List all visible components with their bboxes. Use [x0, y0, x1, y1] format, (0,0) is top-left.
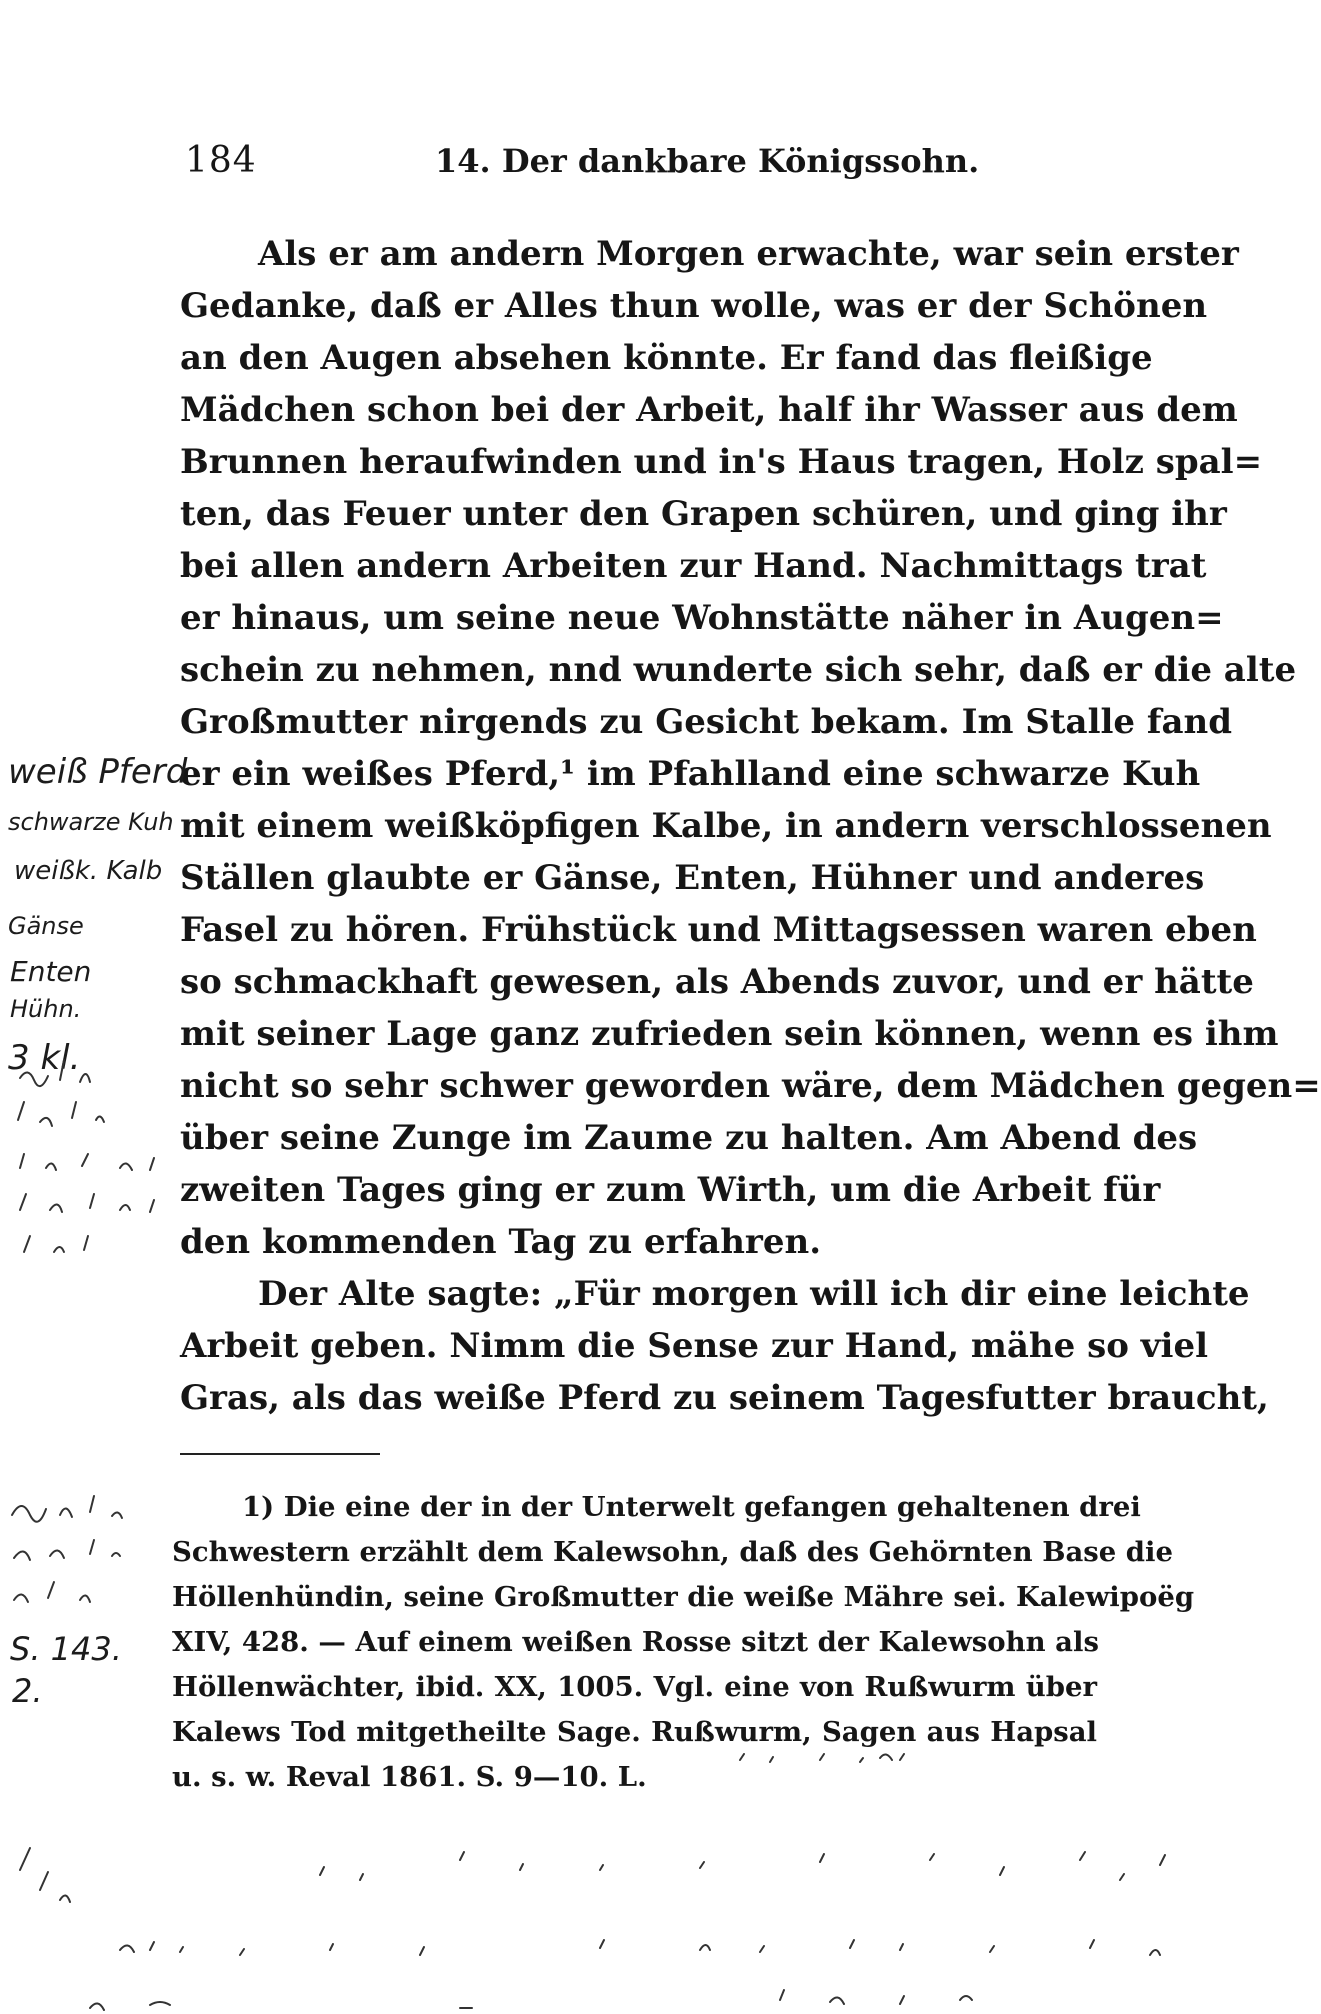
margin-note: weiß Pferd: [8, 752, 188, 792]
scribble-mark: [24, 1236, 88, 1252]
margin-note: 3 kl.: [8, 1038, 81, 1078]
text-line: Als er am andern Morgen erwachte, war sein erster: [258, 234, 1239, 274]
text-line: mit einem weißköpfigen Kalbe, in andern verschlossenen: [180, 806, 1272, 846]
scribble-mark: [14, 1582, 90, 1602]
text-line: Fasel zu hören. Frühstück und Mittagsessen waren eben: [180, 910, 1257, 950]
text-line: Mädchen schon bei der Arbeit, half ihr Wasser aus dem: [180, 390, 1238, 430]
text-line: er hinaus, um seine neue Wohnstätte näher in Augen=: [180, 598, 1224, 638]
margin-note: Enten: [10, 955, 92, 988]
margin-note: S. 143.: [10, 1630, 122, 1668]
scribble-mark: [20, 1848, 1165, 1902]
text-line: Ställen glaubte er Gänse, Enten, Hühner und anderes: [180, 858, 1205, 898]
footnote-divider: [180, 1453, 380, 1455]
text-line: über seine Zunge im Zaume zu halten. Am Abend des: [180, 1118, 1198, 1158]
scribble-mark: [18, 1102, 104, 1126]
text-line: Der Alte sagte: „Für morgen will ich dir eine leichte: [258, 1274, 1250, 1314]
text-line: Arbeit geben. Nimm die Sense zur Hand, mähe so viel: [180, 1326, 1208, 1366]
scribble-mark: [120, 1940, 1160, 1955]
footnote: [172, 1485, 1195, 1800]
page-number: 184: [185, 140, 257, 181]
footnote-line: Höllenwächter, ibid. XX, 1005. Vgl. eine von Rußwurm über: [172, 1671, 1097, 1703]
running-head: 14. Der dankbare Königssohn.: [435, 142, 980, 180]
text-line: schein zu nehmen, nnd wunderte sich sehr, daß er die alte: [180, 650, 1297, 690]
text-line: er ein weißes Pferd,¹ im Pfahlland eine schwarze Kuh: [180, 754, 1201, 794]
text-line: an den Augen absehen könnte. Er fand das fleißige: [180, 338, 1153, 378]
margin-note: 2.: [12, 1672, 43, 1710]
footnote-line: XIV, 428. — Auf einem weißen Rosse sitzt der Kalewsohn als: [172, 1626, 1099, 1658]
footnote-line: Schwestern erzählt dem Kalewsohn, daß des Gehörnten Base die: [172, 1536, 1173, 1568]
footnote-line: u. s. w. Reval 1861. S. 9—10. L.: [172, 1761, 647, 1793]
margin-note: weißk. Kalb: [14, 856, 163, 886]
scribble-mark: [20, 1194, 154, 1212]
footnote-line: Kalews Tod mitgetheilte Sage. Rußwurm, Sagen aus Hapsal: [172, 1716, 1097, 1748]
scribble-mark: [20, 1060, 90, 1086]
text-line: ten, das Feuer unter den Grapen schüren, und ging ihr: [180, 494, 1227, 534]
body-text: [180, 228, 1321, 1424]
page-header: [185, 140, 1090, 190]
text-line: Großmutter nirgends zu Gesicht bekam. Im Stalle fand: [180, 702, 1233, 742]
text-line: Gedanke, daß er Alles thun wolle, was er der Schönen: [180, 286, 1208, 326]
text-line: so schmackhaft gewesen, als Abends zuvor, und er hätte: [180, 962, 1254, 1002]
text-line: bei allen andern Arbeiten zur Hand. Nachmittags trat: [180, 546, 1207, 586]
footnote-line: 1) Die eine der in der Unterwelt gefangen gehaltenen drei: [242, 1491, 1141, 1523]
text-line: nicht so sehr schwer geworden wäre, dem Mädchen gegen=: [180, 1066, 1321, 1106]
text-line: zweiten Tages ging er zum Wirth, um die Arbeit für: [180, 1170, 1161, 1210]
scribble-mark: [12, 1496, 122, 1522]
margin-note: Hühn.: [10, 995, 82, 1023]
text-line: den kommenden Tag zu erfahren.: [180, 1222, 822, 1262]
scribble-mark: [90, 1990, 972, 2010]
text-line: mit seiner Lage ganz zufrieden sein können, wenn es ihm: [180, 1014, 1279, 1054]
margin-note: Gänse: [8, 912, 84, 940]
footnote-line: Höllenhündin, seine Großmutter die weiße Mähre sei. Kalewipoëg: [172, 1581, 1195, 1613]
scribble-mark: [20, 1154, 154, 1170]
scribble-mark: [14, 1540, 120, 1560]
margin-note: schwarze Kuh: [8, 808, 174, 836]
text-line: Brunnen heraufwinden und in's Haus tragen, Holz spal=: [180, 442, 1263, 482]
text-line: Gras, als das weiße Pferd zu seinem Tagesfutter braucht,: [180, 1378, 1269, 1418]
